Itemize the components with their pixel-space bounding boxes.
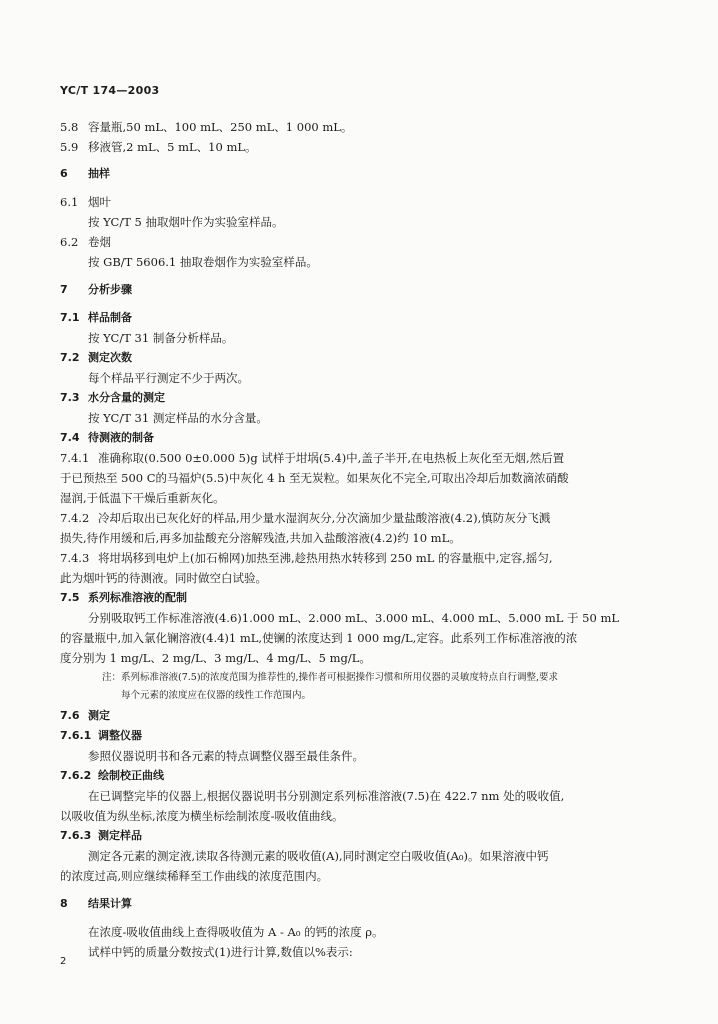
text-line [60,570,267,586]
section-line-7-4-3 [60,550,553,566]
line-text: 调整仪器 [98,729,142,742]
section-line-7-4-2 [60,510,550,526]
section-line-8 [60,896,132,912]
line-text: 按 YC/T 5 抽取烟叶作为实验室样品。 [88,215,284,229]
section-line-5-8 [60,119,352,135]
text-line [88,924,384,940]
section-line-7-6-1 [60,728,142,744]
text-line [88,410,268,426]
section-line-7-6-2 [60,768,164,784]
section-number: 7.2 [60,351,80,364]
line-text: 准确称取(0.500 0±0.000 5)g 试样于坩埚(5.4)中,盖子半开,在电热板上灰化至无烟,然后置 [98,451,565,465]
line-text: 系列标准溶液的配制 [88,591,187,604]
text-line [60,530,461,546]
line-text: 测定次数 [88,351,132,364]
section-line-7-2 [60,350,132,366]
section-line-7-4 [60,430,154,446]
line-text: 度分别为 1 mg/L、2 mg/L、3 mg/L、4 mg/L、5 mg/L。 [60,651,371,665]
section-number: 7.4.3 [60,551,90,565]
text-line [88,944,353,960]
text-line [102,688,311,704]
text-line [60,868,328,884]
line-text: 分别吸取钙工作标准溶液(4.6)1.000 mL、2.000 mL、3.000 mL、4.000 mL、5.000 mL 于 50 mL [88,611,619,625]
section-number: 7.6.1 [60,729,92,742]
line-text: 每个元素的浓度应在仪器的线性工作范围内。 [102,690,312,701]
section-line-7-5 [60,590,187,606]
text-line [60,630,577,646]
text-line [88,848,548,864]
text-line [88,610,619,626]
section-line-7 [60,282,132,298]
line-text: 容量瓶,50 mL、100 mL、250 mL、1 000 mL。 [88,120,353,134]
section-number: 7.4.1 [60,451,90,465]
line-text: 湿润,于低温下干燥后重新灰化。 [60,491,225,505]
line-text: 在已调整完毕的仪器上,根据仪器说明书分别测定系列标准溶液(7.5)在 422.7 nm 处的吸收值, [88,789,565,803]
section-number: 6.1 [60,195,79,209]
section-number: 8 [60,897,68,910]
text-line [88,214,284,230]
line-text: 按 YC/T 31 制备分析样品。 [88,331,234,345]
section-number: 6 [60,167,68,180]
line-text: 样品制备 [88,311,132,324]
text-line [60,650,371,666]
line-text: 参照仪器说明书和各元素的特点调整仪器至最佳条件。 [88,749,364,763]
line-text: 测定样品 [98,829,142,842]
line-text: 于已预热至 500 C的马福炉(5.5)中灰化 4 h 至无炭粒。如果灰化不完全,可取出冷却后加数滴浓硝酸 [60,471,569,485]
line-text: 注：系列标准溶液(7.5)的浓度范围为推荐性的,操作者可根据操作习惯和所用仪器的灵敏度特点自行调整,要求 [102,672,559,683]
line-text: 在浓度-吸收值曲线上查得吸收值为 A - A₀ 的钙的浓度 ρ。 [88,925,384,939]
section-line-5-9 [60,139,257,155]
text-line [88,254,318,270]
section-line-7-1 [60,310,132,326]
line-text: 测定 [88,709,110,722]
text-line [88,788,564,804]
section-line-7-6 [60,708,110,724]
text-line [88,330,233,346]
line-text: 分析步骤 [88,283,132,296]
text-line [60,470,569,486]
line-text: 按 YC/T 31 测定样品的水分含量。 [88,411,268,425]
line-text: 此为烟叶钙的待测液。同时做空白试验。 [60,571,267,585]
section-number: 7.4.2 [60,511,90,525]
line-text: 冷却后取出已灰化好的样品,用少量水湿润灰分,分次滴加少量盐酸溶液(4.2),慎防灰分飞溅 [98,511,551,525]
section-number: 7.6.3 [60,829,92,842]
line-text: 以吸收值为纵坐标,浓度为横坐标绘制浓度-吸收值曲线。 [60,809,344,823]
line-text: 将坩埚移到电炉上(加石棉网)加热至沸,趁热用热水转移到 250 mL 的容量瓶中,定容,摇匀, [98,551,553,565]
line-text: 卷烟 [88,235,111,249]
line-text: 抽样 [88,167,110,180]
section-line-7-6-3 [60,828,142,844]
text-line [88,370,249,386]
line-text: 试样中钙的质量分数按式(1)进行计算,数值以%表示: [88,945,353,959]
line-text: 的浓度过高,则应继续稀释至工作曲线的浓度范围内。 [60,869,329,883]
line-text: 的容量瓶中,加入氯化镧溶液(4.4)1 mL,使镧的浓度达到 1 000 mg/L,定容。此系列工作标准溶液的浓 [60,631,578,645]
section-number: 7.6 [60,709,80,722]
section-number: 7.1 [60,311,80,324]
standard-code: YC/T 174—2003 [60,84,160,97]
text-line [102,670,558,686]
line-text: 测定各元素的测定液,读取各待测元素的吸收值(A),同时测定空白吸收值(A₀)。如果溶液中钙 [88,849,549,863]
section-line-6-2 [60,234,111,250]
section-line-6 [60,166,110,182]
text-line [60,490,225,506]
line-text: 按 GB/T 5606.1 抽取卷烟作为实验室样品。 [88,255,318,269]
section-number: 7.4 [60,431,80,444]
text-line [88,748,364,764]
line-text: 绘制校正曲线 [98,769,164,782]
page-number: 2 [60,956,67,967]
line-text: 损失,待作用缓和后,再多加盐酸充分溶解残渣,共加入盐酸溶液(4.2)约 10 mL。 [60,531,461,545]
section-number: 7.6.2 [60,769,92,782]
line-text: 每个样品平行测定不少于两次。 [88,371,249,385]
section-number: 7 [60,283,68,296]
section-line-6-1 [60,194,111,210]
section-line-7-4-1 [60,450,564,466]
line-text: 待测液的制备 [88,431,154,444]
section-line-7-3 [60,390,165,406]
line-text: 结果计算 [88,897,132,910]
section-number: 7.3 [60,391,80,404]
section-number: 6.2 [60,235,79,249]
line-text: 移液管,2 mL、5 mL、10 mL。 [88,140,257,154]
text-line [60,808,344,824]
line-text: 烟叶 [88,195,111,209]
section-number: 5.8 [60,120,79,134]
section-number: 7.5 [60,591,80,604]
line-text: 水分含量的测定 [88,391,165,404]
section-number: 5.9 [60,140,79,154]
